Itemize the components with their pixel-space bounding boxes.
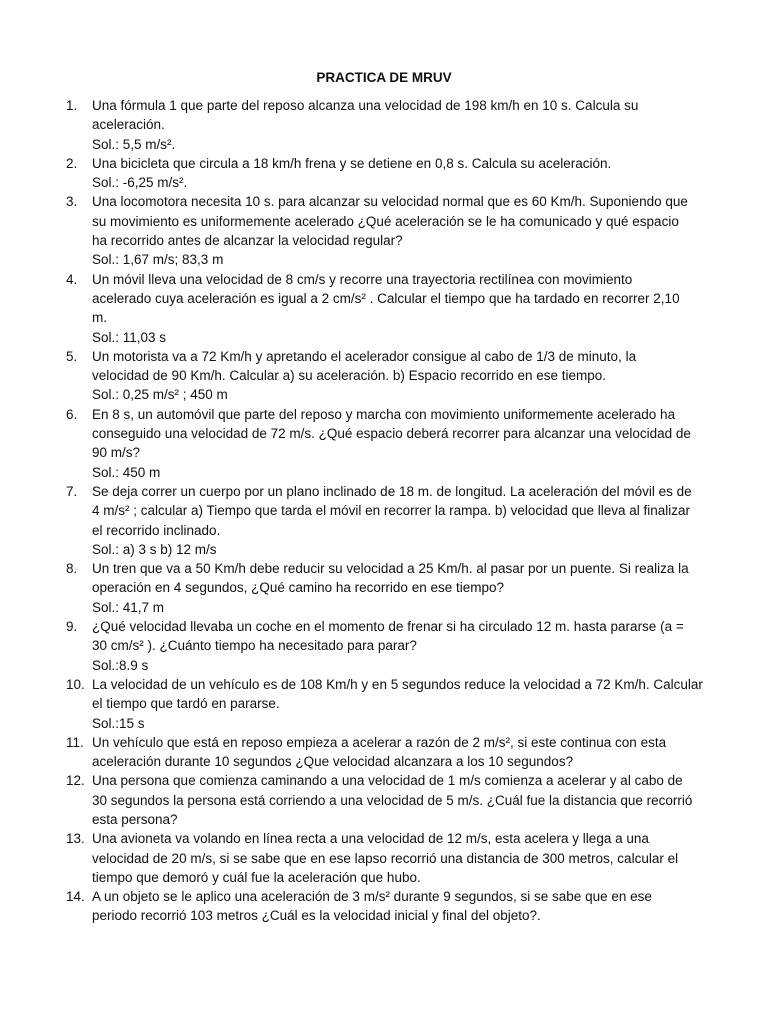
exercise-text-line: m. (92, 310, 107, 326)
exercise-number: 8. (66, 561, 78, 577)
exercise-item (0, 192, 768, 269)
exercise-text-line: el recorrido inclinado. (92, 522, 221, 538)
exercise-item (0, 96, 768, 154)
exercise-item (0, 482, 768, 559)
exercise-text-line: Sol.: 11,03 s (92, 329, 167, 345)
exercise-text-line: 90 m/s? (92, 445, 141, 461)
exercise-number: 3. (66, 194, 78, 210)
exercise-number: 11. (66, 734, 84, 750)
exercise-text-line: aceleración. (92, 117, 165, 133)
exercise-text-line: Una avioneta va volando en línea recta a una velocidad de 12 m/s, esta acelera y llega a una (92, 831, 649, 847)
exercise-text-line: conseguido una velocidad de 72 m/s. ¿Qué espacio deberá recorrer para alcanzar una velocidad de (92, 426, 691, 442)
exercise-text-line: Un móvil lleva una velocidad de 8 cm/s y recorre una trayectoria rectilínea con movimiento (92, 271, 633, 287)
exercise-text-line: esta persona? (92, 811, 178, 827)
exercise-text-line: Sol.: -6,25 m/s². (92, 175, 188, 191)
exercise-text-line: Sol.: a) 3 s b) 12 m/s (92, 541, 217, 557)
exercise-text-line: ha recorrido antes de alcanzar la velocidad regular? (92, 233, 403, 249)
exercise-number: 6. (66, 406, 78, 422)
exercise-item (0, 154, 768, 193)
exercise-text-line: Una persona que comienza caminando a una velocidad de 1 m/s comienza a acelerar y al cabo de (92, 773, 683, 789)
exercise-text-line: 4 m/s² ; calcular a) Tiempo que tarda el móvil en recorrer la rampa. b) velocidad que lleva al finalizar (92, 503, 691, 519)
page-title: PRACTICA DE MRUV (316, 70, 452, 85)
exercise-text-line: Un vehículo que está en reposo empieza a acelerar a razón de 2 m/s², si este continua con esta (92, 734, 667, 750)
exercise-text-line: En 8 s, un automóvil que parte del reposo y marcha con movimiento uniformemente acelerado ha (92, 406, 676, 422)
exercise-number: 14. (66, 889, 85, 905)
exercise-item (0, 887, 768, 926)
exercise-number: 13. (66, 831, 85, 847)
exercise-item (0, 405, 768, 482)
exercise-text-line: A un objeto se le aplico una aceleración de 3 m/s² durante 9 segundos, si se sabe que en ese (92, 889, 652, 905)
exercise-text-line: Una bicicleta que circula a 18 km/h frena y se detiene en 0,8 s. Calcula su aceleración. (92, 155, 612, 171)
exercise-text-line: su movimiento es uniformemente acelerado ¿Qué aceleración se le ha comunicado y qué espacio (92, 213, 679, 229)
exercise-item (0, 771, 768, 829)
exercise-number: 1. (66, 98, 78, 113)
exercise-number: 4. (66, 271, 78, 287)
exercise-text-line: Un motorista va a 72 Km/h y apretando el acelerador consigue al cabo de 1/3 de minuto, la (92, 348, 637, 364)
exercise-text-line: Sol.: 5,5 m/s². (92, 136, 176, 152)
exercise-text-line: Un tren que va a 50 Km/h debe reducir su velocidad a 25 Km/h. al pasar por un puente. Si realiza la (92, 561, 689, 577)
exercise-item (0, 270, 768, 347)
exercise-list (0, 96, 768, 926)
exercise-item (0, 617, 768, 675)
exercise-number: 5. (66, 348, 78, 364)
exercise-text-line: ¿Qué velocidad llevaba un coche en el momento de frenar si ha circulado 12 m. hasta pararse (a = (92, 619, 684, 635)
exercise-item (0, 347, 768, 405)
exercise-number: 12. (66, 773, 85, 789)
exercise-text-line: velocidad de 90 Km/h. Calcular a) su aceleración. b) Espacio recorrido en ese tiempo. (92, 368, 607, 384)
exercise-item (0, 733, 768, 772)
exercise-text-line: Sol.: 450 m (92, 464, 161, 480)
exercise-text-line: Se deja correr un cuerpo por un plano inclinado de 18 m. de longitud. La aceleración del móvil es de (92, 483, 692, 499)
exercise-item (0, 829, 768, 887)
exercise-number: 2. (66, 155, 78, 171)
exercise-text-line: acelerado cuya aceleración es igual a 2 cm/s² . Calcular el tiempo que ha tardado en recorrer 2,10 (92, 290, 680, 306)
exercise-text-line: el tiempo que tardó en pararse. (92, 696, 280, 712)
exercise-number: 7. (66, 483, 78, 499)
exercise-text-line: aceleración durante 10 segundos ¿Que velocidad alcanzara a los 10 segundos? (92, 754, 574, 770)
exercise-number: 10. (66, 676, 85, 692)
exercise-text-line: Sol.: 1,67 m/s; 83,3 m (92, 252, 224, 268)
exercise-text-line: Sol.:15 s (92, 715, 145, 731)
exercise-text-line: Sol.: 0,25 m/s² ; 450 m (92, 387, 228, 403)
exercise-text-line: Una locomotora necesita 10 s. para alcanzar su velocidad normal que es 60 Km/h. Suponiendo que (92, 194, 688, 210)
exercise-item (0, 675, 768, 733)
exercise-text-line: La velocidad de un vehículo es de 108 Km/h y en 5 segundos reduce la velocidad a 72 Km/h. Calcular (92, 676, 703, 692)
exercise-text-line: Sol.:8.9 s (92, 657, 149, 673)
exercise-item (0, 559, 768, 617)
exercise-text-line: tiempo que demoró y cuál fue la aceleración que hubo. (92, 869, 421, 885)
exercise-text-line: periodo recorrió 103 metros ¿Cuál es la velocidad inicial y final del objeto?. (92, 908, 541, 924)
exercise-text-line: Sol.: 41,7 m (92, 599, 165, 615)
exercise-text-line: 30 segundos la persona está corriendo a una velocidad de 5 m/s. ¿Cuál fue la distancia que recorrió (92, 792, 693, 808)
exercise-number: 9. (66, 619, 78, 635)
exercise-text-line: 30 cm/s² ). ¿Cuánto tiempo ha necesitado para parar? (92, 638, 417, 654)
exercise-text-line: operación en 4 segundos, ¿Qué camino ha recorrido en ese tiempo? (92, 580, 505, 596)
exercise-text-line: velocidad de 20 m/s, si se sabe que en ese lapso recorrió una distancia de 300 metros, calcular el (92, 850, 679, 866)
exercise-text-line: Una fórmula 1 que parte del reposo alcanza una velocidad de 198 km/h en 10 s. Calcula su (92, 98, 639, 113)
